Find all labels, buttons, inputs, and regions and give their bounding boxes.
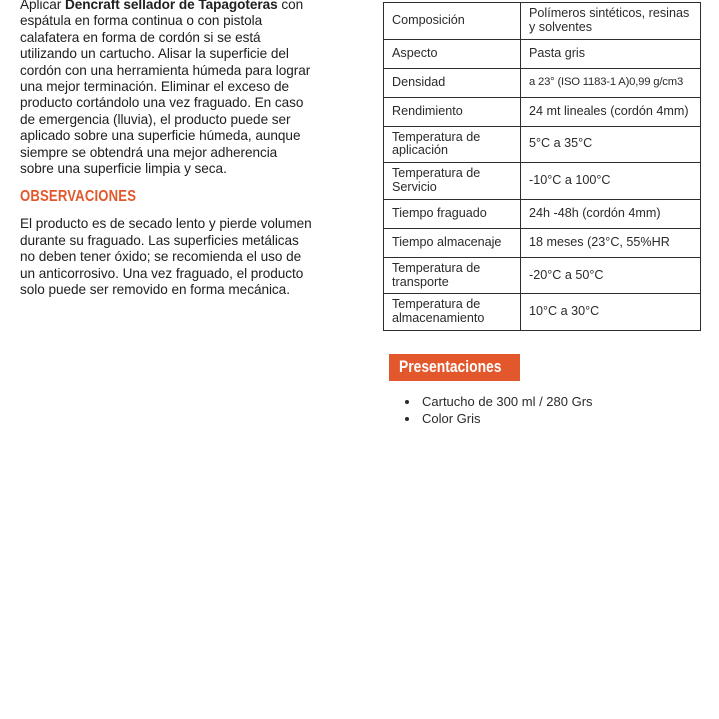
property-label: Temperatura de aplicación	[384, 126, 521, 163]
property-value: 18 meses (23°C, 55%HR	[521, 228, 701, 257]
property-label: Temperatura de almacenamiento	[384, 294, 521, 331]
product-name: Dencraft sellador de Tapagoteras	[64, 0, 278, 12]
application-paragraph	[20, 0, 314, 177]
property-label: Temperatura de Servicio	[384, 163, 521, 200]
presentaciones-banner	[389, 354, 520, 381]
property-label: Tiempo fraguado	[384, 199, 521, 228]
application-text-rest: con espátula en forma continua o con pistola calafatera en forma de cordón si se está utilizando un cartucho. Alisar la superficie del cordón con una herramienta húmeda para lograr una mejor terminación. Eliminar el exceso de producto cortándolo una vez fraguado. En caso de emergencia (lluvia), el producto puede ser aplicado sobre una superficie húmeda, aunque siempre se obtendrá una mejor adherencia sobre una superficie limpia y seca.	[20, 0, 311, 177]
table-row-temperatura-almacenamiento	[384, 294, 701, 331]
table-row-temperatura-transporte	[384, 257, 701, 294]
observaciones-heading: OBSERVACIONES	[20, 188, 137, 206]
property-value: 24h -48h (cordón 4mm)	[521, 199, 701, 228]
list-item-cartucho: • Cartucho de 300 ml / 280 Grs	[420, 393, 701, 411]
properties-table	[383, 2, 701, 331]
property-label: Aspecto	[384, 39, 521, 68]
table-row-temperatura-servicio	[384, 163, 701, 200]
property-label: Temperatura de transporte	[384, 257, 521, 294]
list-item-color: • Color Gris	[420, 410, 701, 428]
property-label: Rendimiento	[384, 97, 521, 126]
presentaciones-heading: Presentaciones	[399, 357, 502, 376]
property-value: -10°C a 100°C	[521, 163, 701, 200]
table-row-aspecto	[384, 39, 701, 68]
table-row-rendimiento	[384, 97, 701, 126]
property-value: a 23° (ISO 1183-1 A)0,99 g/cm3	[521, 68, 701, 97]
property-value: Pasta gris	[521, 39, 701, 68]
table-row-composicion	[384, 3, 701, 40]
property-label: Densidad	[384, 68, 521, 97]
property-value: 10°C a 30°C	[521, 294, 701, 331]
observaciones-paragraph: El producto es de secado lento y pierde volumen durante su fraguado. Las superficies metálicas no deben tener óxido; se recomienda el uso de un anticorrosivo. Una vez fraguado, el producto solo puede ser removido en forma mecánica.	[20, 216, 312, 298]
table-row-tiempo-almacenaje	[384, 228, 701, 257]
properties-section	[383, 2, 701, 428]
property-label: Tiempo almacenaje	[384, 228, 521, 257]
application-text-prefix: Aplicar	[20, 0, 65, 12]
application-section	[20, 0, 314, 299]
property-value: -20°C a 50°C	[521, 257, 701, 294]
property-value: 24 mt lineales (cordón 4mm)	[521, 97, 701, 126]
property-value: 5°C a 35°C	[521, 126, 701, 163]
table-row-temperatura-aplicacion	[384, 126, 701, 163]
table-row-densidad	[384, 68, 701, 97]
property-label: Composición	[384, 3, 521, 40]
table-row-tiempo-fraguado	[384, 199, 701, 228]
property-value: Polímeros sintéticos, resinas y solventes	[521, 3, 701, 40]
presentaciones-list	[383, 393, 701, 428]
